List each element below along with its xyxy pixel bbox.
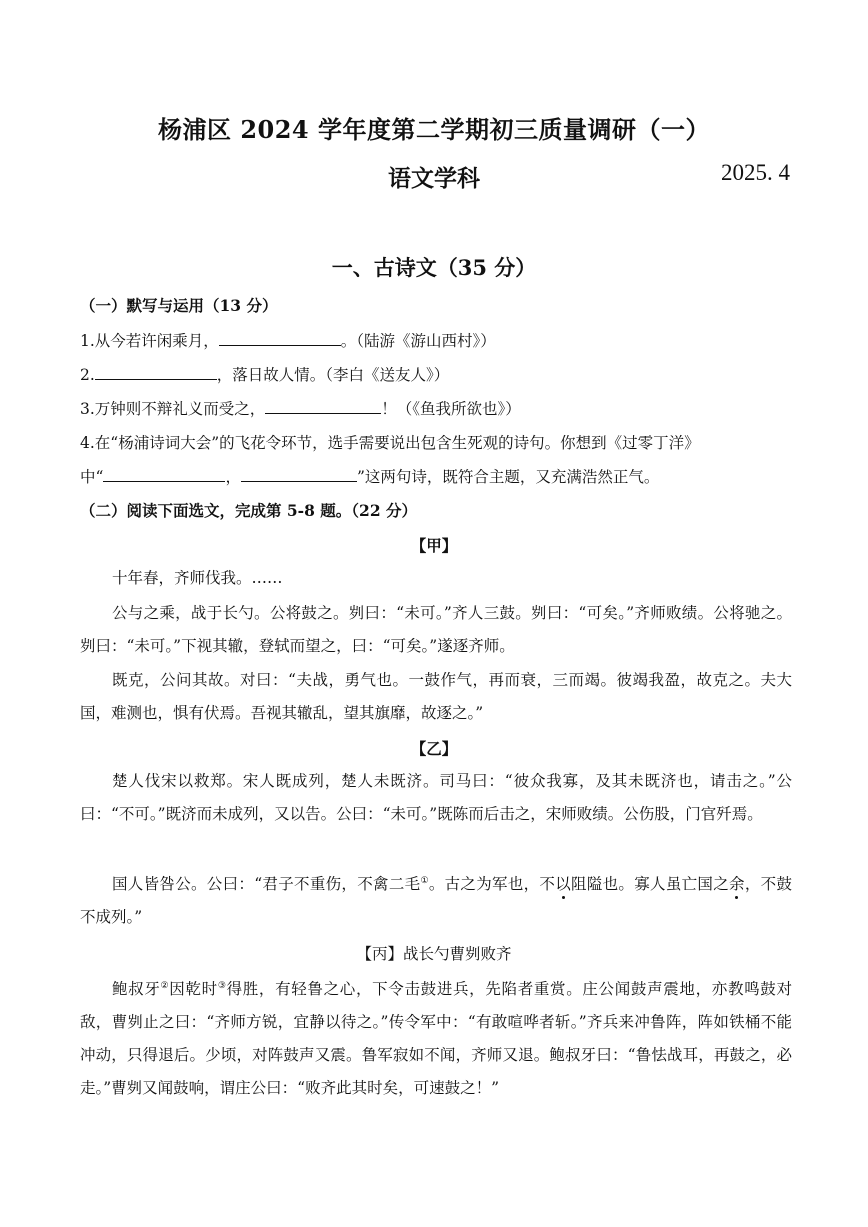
subtitle-row xyxy=(0,160,868,194)
q4-mid: ， xyxy=(225,468,241,486)
part2-heading: （二）阅读下面选文，完成第 5-8 题。（22 分） xyxy=(80,501,418,520)
subject-label: 语文学科 xyxy=(388,165,480,192)
yi-p2-text-c: 阻隘也。寡人虽亡国之 xyxy=(571,875,730,894)
footnote-marker-1: ① xyxy=(420,876,429,886)
bing-text-b: 因乾时 xyxy=(169,980,218,999)
question-1 xyxy=(80,329,790,351)
question-3 xyxy=(80,397,790,419)
yi-p2-text-a: 国人皆咎公。公曰：“君子不重伤，不禽二毛 xyxy=(112,875,421,894)
q4-prefix: 中“ xyxy=(80,468,104,486)
q1-prefix: 1.从今若许闲乘月， xyxy=(80,332,219,350)
q2-prefix: 2. xyxy=(80,366,95,384)
passage-yi-label: 【乙】 xyxy=(410,739,458,758)
bing-text-a: 鲍叔牙 xyxy=(112,980,161,999)
q1-suffix: 。（陆游《游山西村》） xyxy=(340,332,496,350)
yi-paragraph-2 xyxy=(80,865,792,934)
yi-paragraph-1: 楚人伐宋以救郑。宋人既成列，楚人未既济。司马曰：“彼众我寡，及其未既济也，请击之。”公曰：“不可。”既济而未成列，又以告。公曰：“未可。”既陈而后击之，宋师败绩。公伤股，门官歼焉。 xyxy=(80,772,792,823)
part1-heading: （一）默写与运用（13 分） xyxy=(80,296,278,315)
exam-date: 2025. 4 xyxy=(721,160,790,185)
jia-paragraph-1: 十年春，齐师伐我。…… xyxy=(112,569,283,587)
jia-paragraph-2: 公与之乘，战于长勺。公将鼓之。刿曰：“未可。”齐人三鼓。刿曰：“可矣。”齐师败绩。公将驰之。刿曰：“未可。”下视其辙，登轼而望之，曰：“可矣。”遂逐齐师。 xyxy=(80,604,792,655)
emphasized-char-yi: 以 xyxy=(555,875,572,894)
passage-jia-label: 【甲】 xyxy=(410,536,458,555)
section-title: 一、古诗文（35 分） xyxy=(331,255,537,280)
yi-p2-text-b: 。古之为军也，不 xyxy=(428,875,556,894)
passage-bing-label: 【丙】战长勺曹刿败齐 xyxy=(356,945,512,963)
q2-suffix: ，落日故人情。（李白《送友人》） xyxy=(216,366,450,384)
question-4-line2 xyxy=(80,465,790,487)
footnote-marker-3: ③ xyxy=(217,981,227,991)
q4-answer-blank-2[interactable] xyxy=(241,467,357,482)
bing-paragraph xyxy=(80,970,792,1105)
exam-title: 杨浦区 2024 学年度第二学期初三质量调研（一） xyxy=(157,115,710,144)
yi-p2-text-d: ，不鼓不成列。” xyxy=(80,875,792,927)
q3-answer-blank[interactable] xyxy=(265,399,381,414)
jia-paragraph-3: 既克，公问其故。对曰：“夫战，勇气也。一鼓作气，再而衰，三而竭。彼竭我盈，故克之。夫大国，难测也，惧有伏焉。吾视其辙乱，望其旗靡，故逐之。” xyxy=(80,671,792,722)
q4-answer-blank-1[interactable] xyxy=(103,467,225,482)
question-2 xyxy=(80,363,790,385)
q3-suffix: ！（《鱼我所欲也》） xyxy=(381,400,521,418)
bing-text-c: 得胜，有轻鲁之心，下令击鼓进兵，先陷者重赏。庄公闻鼓声震地，亦教鸣鼓对敌，曹刿止之曰：“齐师方锐，宜静以待之。”传令军中：“有敢喧哗者斩。”齐兵来冲鲁阵，阵如铁桶不能冲动，只得退后。少顷，对阵鼓声又震。鲁军寂如不闻，齐师又退。鲍叔牙曰：“鲁怯战耳，再鼓之，必走。”曹刿又闻鼓响，谓庄公曰：“败齐此其时矣，可速鼓之！” xyxy=(80,980,792,1098)
q2-answer-blank[interactable] xyxy=(95,365,217,380)
footnote-marker-2: ② xyxy=(160,981,170,991)
q4-suffix: ”这两句诗，既符合主题，又充满浩然正气。 xyxy=(356,468,660,486)
emphasized-char-yu: 余 xyxy=(729,875,745,894)
question-4-line1: 4.在“杨浦诗词大会”的飞花令环节，选手需要说出包含生死观的诗句。你想到《过零丁洋》 xyxy=(80,434,700,452)
q1-answer-blank[interactable] xyxy=(219,331,341,346)
q3-prefix: 3.万钟则不辩礼义而受之， xyxy=(80,400,266,418)
